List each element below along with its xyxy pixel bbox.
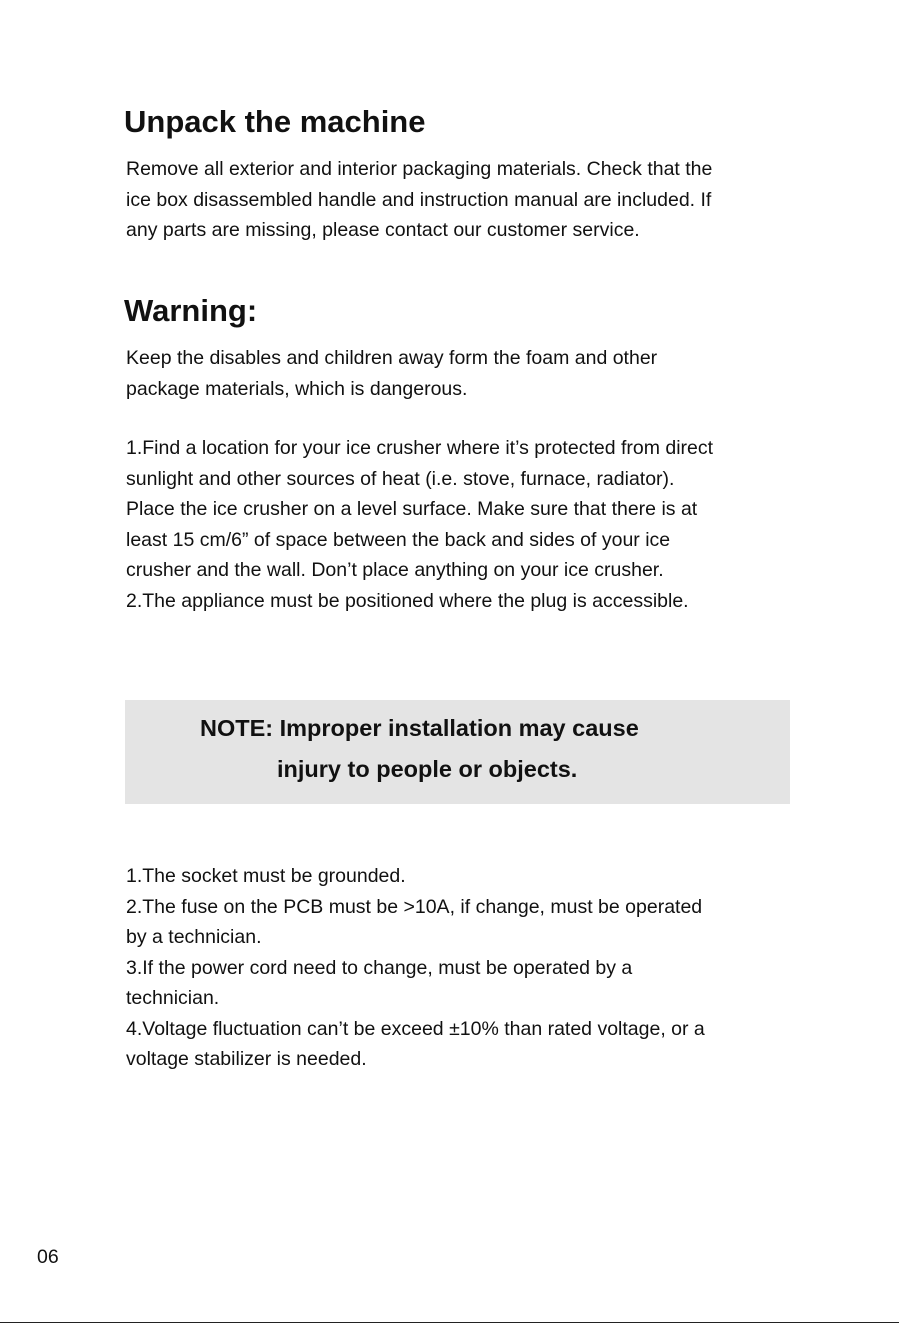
note-box: [125, 700, 790, 804]
unpack-heading: Unpack the machine: [124, 104, 426, 139]
note-line-1: NOTE: Improper installation may cause: [200, 715, 639, 741]
electrical-paragraph: 1.The socket must be grounded. 2.The fuse on the PCB must be >10A, if change, must be operated by a technician. 3.If the power cord need to change, must be operated by a technician. 4.Voltage fluctuation can’t be exceed ±10% than rated voltage, or a voltage stabilizer is needed.: [126, 865, 705, 1070]
page-number: 06: [37, 1246, 59, 1268]
bottom-rule: [0, 1322, 899, 1323]
warning-section: [126, 293, 796, 404]
unpack-paragraph: Remove all exterior and interior packaging materials. Check that the ice box disassembled handle and instruction manual are included. If any parts are missing, please contact our customer service.: [126, 158, 713, 241]
note-line-2: injury to people or objects.: [277, 756, 578, 782]
unpack-section: [126, 104, 796, 246]
electrical-instructions: [126, 861, 796, 1075]
placement-instructions: [126, 433, 796, 616]
warning-heading: Warning:: [124, 293, 258, 328]
warning-paragraph: Keep the disables and children away form the foam and other package materials, which is dangerous.: [126, 347, 658, 400]
placement-paragraph: 1.Find a location for your ice crusher where it’s protected from direct sunlight and other sources of heat (i.e. stove, furnace, radiator). Place the ice crusher on a level surface. Make sure that there is at least 15 cm/6” of space between the back and sides of your ice crusher and the wall. Don’t place anything on your ice crusher. 2.The appliance must be positioned where the plug is accessible.: [126, 437, 714, 612]
